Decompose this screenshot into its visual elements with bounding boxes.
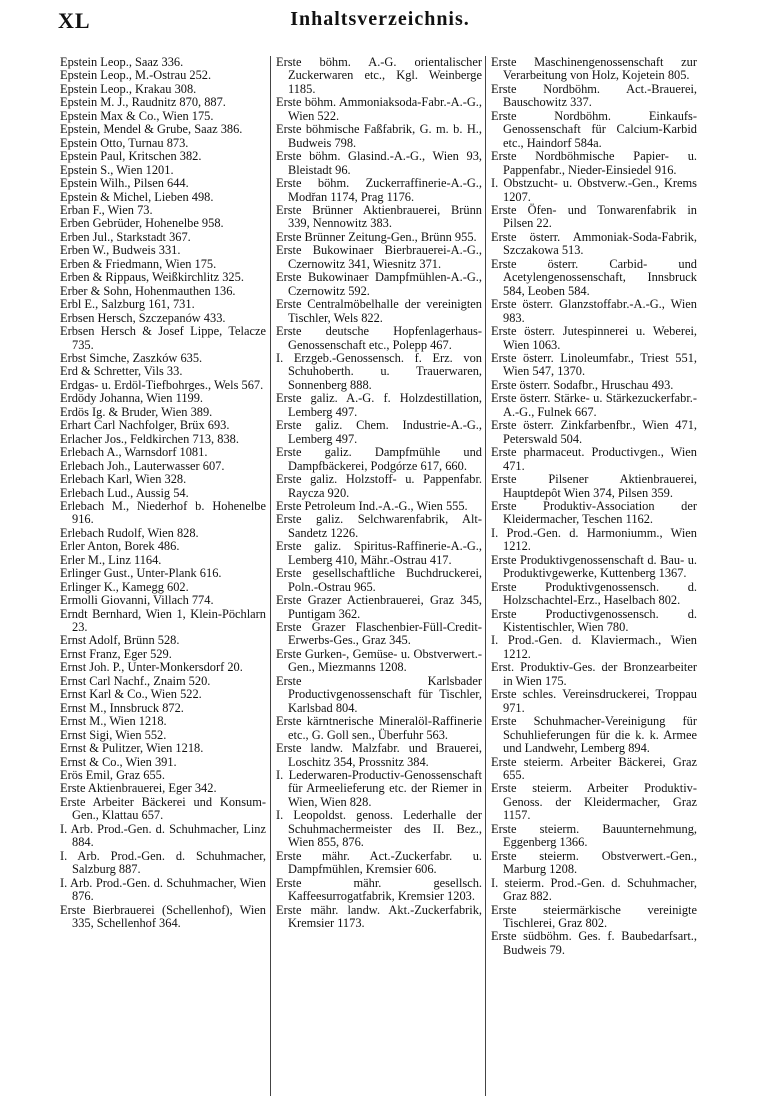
index-entry: Erste Nordböhmische Papier- u. Pappenfabr., Nieder-Einsiedel 916. — [491, 149, 697, 177]
index-entry: Erös Emil, Graz 655. — [60, 768, 165, 783]
index-entry: Erste steierm. Obstverwert.-Gen., Marburg 1208. — [491, 848, 697, 877]
index-entry: I. Leopoldst. genoss. Lederhalle der Schuhmachermeister des II. Bez., Wien 855, 876. — [276, 808, 482, 850]
index-entry: Erste österr. Stärke- u. Stärkezuckerfabr.-A.-G., Fulnek 667. — [491, 391, 697, 419]
index-entry: Erler M., Linz 1164. — [60, 552, 162, 567]
index-entry: Epstein Leop., Krakau 308. — [60, 81, 197, 96]
index-entry: Erlebach Karl, Wien 328. — [60, 472, 187, 487]
index-entry: Erbsen Hersch, Szczepanów 433. — [60, 310, 226, 325]
index-entry: Epstein Wilh., Pilsen 644. — [60, 176, 189, 191]
index-entry: Erler Anton, Borek 486. — [60, 539, 180, 554]
index-entry: Erste böhmische Faßfabrik, G. m. b. H., Budweis 798. — [276, 122, 482, 150]
index-entry: Erste galiz. Dampfmühle und Dampfbäckerei, Podgórze 617, 660. — [276, 445, 482, 473]
index-entry: Erste österr. Linoleumfabr., Triest 551, Wien 547, 1370. — [491, 350, 697, 379]
index-entry: Erste Bukowinaer Bierbrauerei-A.-G., Czernowitz 341, Wiesnitz 371. — [276, 243, 482, 271]
index-entry: Erste österr. Jutespinnerei u. Weberei, Wien 1063. — [491, 324, 697, 352]
index-entry: Erben Jul., Starkstadt 367. — [60, 229, 191, 244]
index-entry: Erste böhm. Zuckerraffinerie-A.-G., Modřan 1174, Prag 1176. — [276, 176, 482, 204]
index-entry: Erste Productivgenossensch. d. Kistentischler, Wien 780. — [491, 606, 697, 635]
index-entry: Erbl E., Salzburg 161, 731. — [60, 297, 195, 312]
index-entry: I. Prod.-Gen. d. Harmoniumm., Wien 1212. — [491, 525, 697, 554]
index-entry: Erste österr. Glanzstoffabr.-A.-G., Wien 983. — [491, 297, 697, 325]
index-entry: Erste galiz. Spiritus-Raffinerie-A.-G., Lemberg 410, Mähr.-Ostrau 417. — [276, 539, 482, 567]
index-entry: Erlebach A., Warnsdorf 1081. — [60, 445, 208, 460]
index-entry: Erlebach Joh., Lauterwasser 607. — [60, 458, 225, 473]
column-divider — [485, 56, 486, 1096]
index-entry: Erste Gurken-, Gemüse- u. Obstverwert.-Gen., Miezmanns 1208. — [276, 646, 482, 675]
index-entry: Erste gesellschaftliche Buchdruckerei, Poln.-Ostrau 965. — [276, 566, 482, 594]
index-entry: Ernst & Pulitzer, Wien 1218. — [60, 741, 204, 756]
index-entry: Erste Arbeiter Bäckerei und Konsum-Gen., Klattau 657. — [60, 794, 266, 823]
index-entry: Erste galiz. Holzstoff- u. Pappenfabr. Raycza 920. — [276, 472, 482, 500]
index-entry: Erlacher Jos., Feldkirchen 713, 838. — [60, 431, 239, 446]
index-entry: I. Arb. Prod.-Gen. d. Schuhmacher, Linz 884. — [60, 821, 266, 850]
index-entry: Erste Maschinengenossenschaft zur Verarbeitung von Holz, Kojetein 805. — [491, 55, 697, 83]
index-entry: Erste Brünner Zeitung-Gen., Brünn 955. — [276, 229, 477, 244]
index-entry: Erste Nordböhm. Einkaufs-Genossenschaft für Calcium-Karbid etc., Haindorf 584a. — [491, 108, 697, 150]
index-entry: Erhart Carl Nachfolger, Brüx 693. — [60, 418, 230, 433]
index-entry: I. Arb. Prod.-Gen. d. Schuhmacher, Wien 876. — [60, 875, 266, 904]
index-entry: Erbsen Hersch & Josef Lippe, Telacze 735. — [60, 324, 266, 352]
index-entry: Epstein Leop., Saaz 336. — [60, 55, 184, 69]
index-entry: Erlinger K., Kamegg 602. — [60, 579, 189, 594]
index-entry: Erbst Simche, Zaszków 635. — [60, 350, 203, 365]
index-entry: Ermolli Giovanni, Villach 774. — [60, 593, 214, 608]
page-title: Inhaltsverzeichnis. — [290, 8, 470, 30]
index-entry: Ernst Franz, Eger 529. — [60, 646, 172, 661]
index-entry: Erste österr. Ammoniak-Soda-Fabrik, Szczakowa 513. — [491, 229, 697, 258]
index-entry: Ernst Carl Nachf., Znaim 520. — [60, 673, 211, 688]
index-entry: Erste südböhm. Ges. f. Baubedarfsart., Budweis 79. — [491, 929, 697, 957]
index-entry: Erste steierm. Arbeiter Produktiv-Genoss. der Kleidermacher, Graz 1157. — [491, 781, 697, 823]
index-entry: Erste pharmaceut. Productivgen., Wien 471. — [491, 445, 697, 473]
index-entry: Epstein M. J., Raudnitz 870, 887. — [60, 95, 226, 110]
index-entry: I. steierm. Prod.-Gen. d. Schuhmacher, Graz 882. — [491, 875, 697, 904]
index-entry: Erlebach M., Niederhof b. Hohenelbe 916. — [60, 498, 266, 527]
index-column-1 — [60, 56, 266, 930]
index-column-3 — [491, 56, 697, 957]
index-entry: Erben Gebrüder, Hohenelbe 958. — [60, 216, 224, 231]
index-entry: Erndt Bernhard, Wien 1, Klein-Pöchlarn 23. — [60, 606, 266, 635]
index-entry: Erdös Ig. & Bruder, Wien 389. — [60, 404, 213, 419]
index-entry: Erste kärntnerische Mineralöl-Raffinerie etc., G. Goll sen., Überfuhr 563. — [276, 714, 482, 742]
index-entry: Erste Bierbrauerei (Schellenhof), Wien 335, Schellenhof 364. — [60, 902, 266, 930]
index-entry: Erste Grazer Flaschenbier-Füll-Credit-Erwerbs-Ges., Graz 345. — [276, 620, 482, 648]
page-header — [58, 8, 702, 38]
index-entry: Erste Pilsener Aktienbrauerei, Hauptdepôt Wien 374, Pilsen 359. — [491, 472, 697, 500]
index-entry: Erste österr. Zinkfarbenfbr., Wien 471, Peterswald 504. — [491, 418, 697, 446]
index-entry: Erlinger Gust., Unter-Plank 616. — [60, 566, 222, 581]
index-entry: Erste Produktivgenossenschaft d. Bau- u. Produktivgewerke, Kuttenberg 1367. — [491, 552, 697, 581]
index-entry: Epstein Leop., M.-Ostrau 252. — [60, 68, 212, 83]
index-entry: Erste steierm. Arbeiter Bäckerei, Graz 655. — [491, 754, 697, 783]
index-entry: Ernst Joh. P., Unter-Monkersdorf 20. — [60, 660, 243, 675]
index-entry: I. Obstzucht- u. Obstverw.-Gen., Krems 1207. — [491, 176, 697, 204]
index-entry: Erste mähr. gesellsch. Kaffeesurrogatfabrik, Kremsier 1203. — [276, 875, 482, 904]
index-entry: Erdödy Johanna, Wien 1199. — [60, 391, 203, 406]
index-entry: Epstein, Mendel & Grube, Saaz 386. — [60, 122, 243, 137]
index-column-2 — [276, 56, 482, 930]
index-entry: Ernst & Co., Wien 391. — [60, 754, 177, 769]
index-entry: Erste Petroleum Ind.-A.-G., Wien 555. — [276, 498, 468, 513]
index-entry: Erste galiz. Selchwarenfabrik, Alt-Sandetz 1226. — [276, 512, 482, 540]
index-entry: Epstein Otto, Turnau 873. — [60, 135, 189, 150]
index-entry: Erste landw. Malzfabr. und Brauerei, Loschitz 354, Prossnitz 384. — [276, 741, 482, 769]
index-entry: Ernst Adolf, Brünn 528. — [60, 633, 180, 648]
index-entry: Erste Brünner Aktienbrauerei, Brünn 339, Nennowitz 383. — [276, 202, 482, 231]
index-entry: Epstein Max & Co., Wien 175. — [60, 108, 214, 123]
index-entry: Erste mähr. Act.-Zuckerfabr. u. Dampfmühlen, Kremsier 606. — [276, 848, 482, 877]
index-entry: Epstein Paul, Kritschen 382. — [60, 149, 202, 164]
column-divider — [270, 56, 271, 1096]
index-entry: Erst. Produktiv-Ges. der Bronzearbeiter in Wien 175. — [491, 660, 697, 688]
index-entry: I. Arb. Prod.-Gen. d. Schuhmacher, Salzburg 887. — [60, 848, 266, 877]
index-entry: Erste böhm. A.-G. orientalischer Zuckerwaren etc., Kgl. Weinberge 1185. — [276, 55, 482, 96]
index-entry: I. Prod.-Gen. d. Klaviermach., Wien 1212. — [491, 633, 697, 661]
index-entry: Ernst Sigi, Wien 552. — [60, 727, 167, 742]
index-entry: Erste Produktivgenossensch. d. Holzschachtel-Erz., Haselbach 802. — [491, 579, 697, 608]
index-entry: Erste steiermärkische vereinigte Tischlerei, Graz 802. — [491, 902, 697, 930]
index-entry: Erste Produktiv-Association der Kleidermacher, Teschen 1162. — [491, 498, 697, 527]
index-entry: Erste Karlsbader Productivgenossenschaft für Tischler, Karlsbad 804. — [276, 673, 482, 715]
index-entry: Erlebach Lud., Aussig 54. — [60, 485, 189, 500]
index-entry: Erlebach Rudolf, Wien 828. — [60, 525, 199, 540]
index-entry: Erste deutsche Hopfenlagerhaus-Genossenschaft etc., Polepp 467. — [276, 324, 482, 352]
index-entry: Epstein S., Wien 1201. — [60, 162, 174, 177]
index-entry: I. Erzgeb.-Genossensch. f. Erz. von Schuhoberth. u. Trauerwaren, Sonnenberg 888. — [276, 350, 482, 392]
index-entry: Erste Nordböhm. Act.-Brauerei, Bauschowitz 337. — [491, 81, 697, 110]
index-entry: Erste Schuhmacher-Vereinigung für Schuhlieferungen für die k. k. Armee und Landwehr, Lemberg 894. — [491, 714, 697, 756]
index-entry: I. Lederwaren-Productiv-Genossenschaft für Armeelieferung etc. der Riemer in Wien, Wien 828. — [276, 768, 482, 809]
index-entry: Erste böhm. Ammoniaksoda-Fabr.-A.-G., Wien 522. — [276, 95, 482, 123]
index-entry: Ernst M., Innsbruck 872. — [60, 700, 184, 715]
index-entry: Erben & Friedmann, Wien 175. — [60, 256, 217, 271]
index-entry: Erste Aktienbrauerei, Eger 342. — [60, 781, 217, 796]
index-entry: Erste galiz. Chem. Industrie-A.-G., Lemberg 497. — [276, 418, 482, 446]
index-entry: Ernst Karl & Co., Wien 522. — [60, 687, 202, 702]
index-entry: Erste böhm. Glasind.-A.-G., Wien 93, Bleistadt 96. — [276, 149, 482, 177]
index-entry: Erste mähr. landw. Akt.-Zuckerfabrik, Kremsier 1173. — [276, 902, 482, 930]
index-entry: Epstein & Michel, Lieben 498. — [60, 189, 214, 204]
index-entry: Erban F., Wien 73. — [60, 202, 153, 217]
index-entry: Erste österr. Carbid- und Acetylengenossenschaft, Innsbruck 584, Leoben 584. — [491, 256, 697, 298]
index-entry: Erben & Rippaus, Weißkirchlitz 325. — [60, 270, 244, 285]
index-entry: Erber & Sohn, Hohenmauthen 136. — [60, 283, 236, 298]
index-entry: Erste Grazer Actienbrauerei, Graz 345, Puntigam 362. — [276, 593, 482, 621]
index-entry: Erste schles. Vereinsdruckerei, Troppau 971. — [491, 687, 697, 715]
index-entry: Erste Öfen- und Tonwarenfabrik in Pilsen 22. — [491, 202, 697, 231]
index-entry: Ernst M., Wien 1218. — [60, 714, 167, 729]
index-entry: Erdgas- u. Erdöl-Tiefbohrges., Wels 567. — [60, 377, 264, 392]
index-entry: Erste österr. Sodafbr., Hruschau 493. — [491, 377, 674, 392]
index-entry: Erd & Schretter, Vils 33. — [60, 364, 183, 379]
index-entry: Erste steierm. Bauunternehmung, Eggenberg 1366. — [491, 821, 697, 850]
index-entry: Erste galiz. A.-G. f. Holzdestillation, Lemberg 497. — [276, 391, 482, 419]
index-entry: Erste Bukowinaer Dampfmühlen-A.-G., Czernowitz 592. — [276, 270, 482, 298]
index-entry: Erste Centralmöbelhalle der vereinigten Tischler, Wels 822. — [276, 297, 482, 325]
page-number: XL — [58, 8, 91, 33]
index-entry: Erben W., Budweis 331. — [60, 243, 181, 258]
